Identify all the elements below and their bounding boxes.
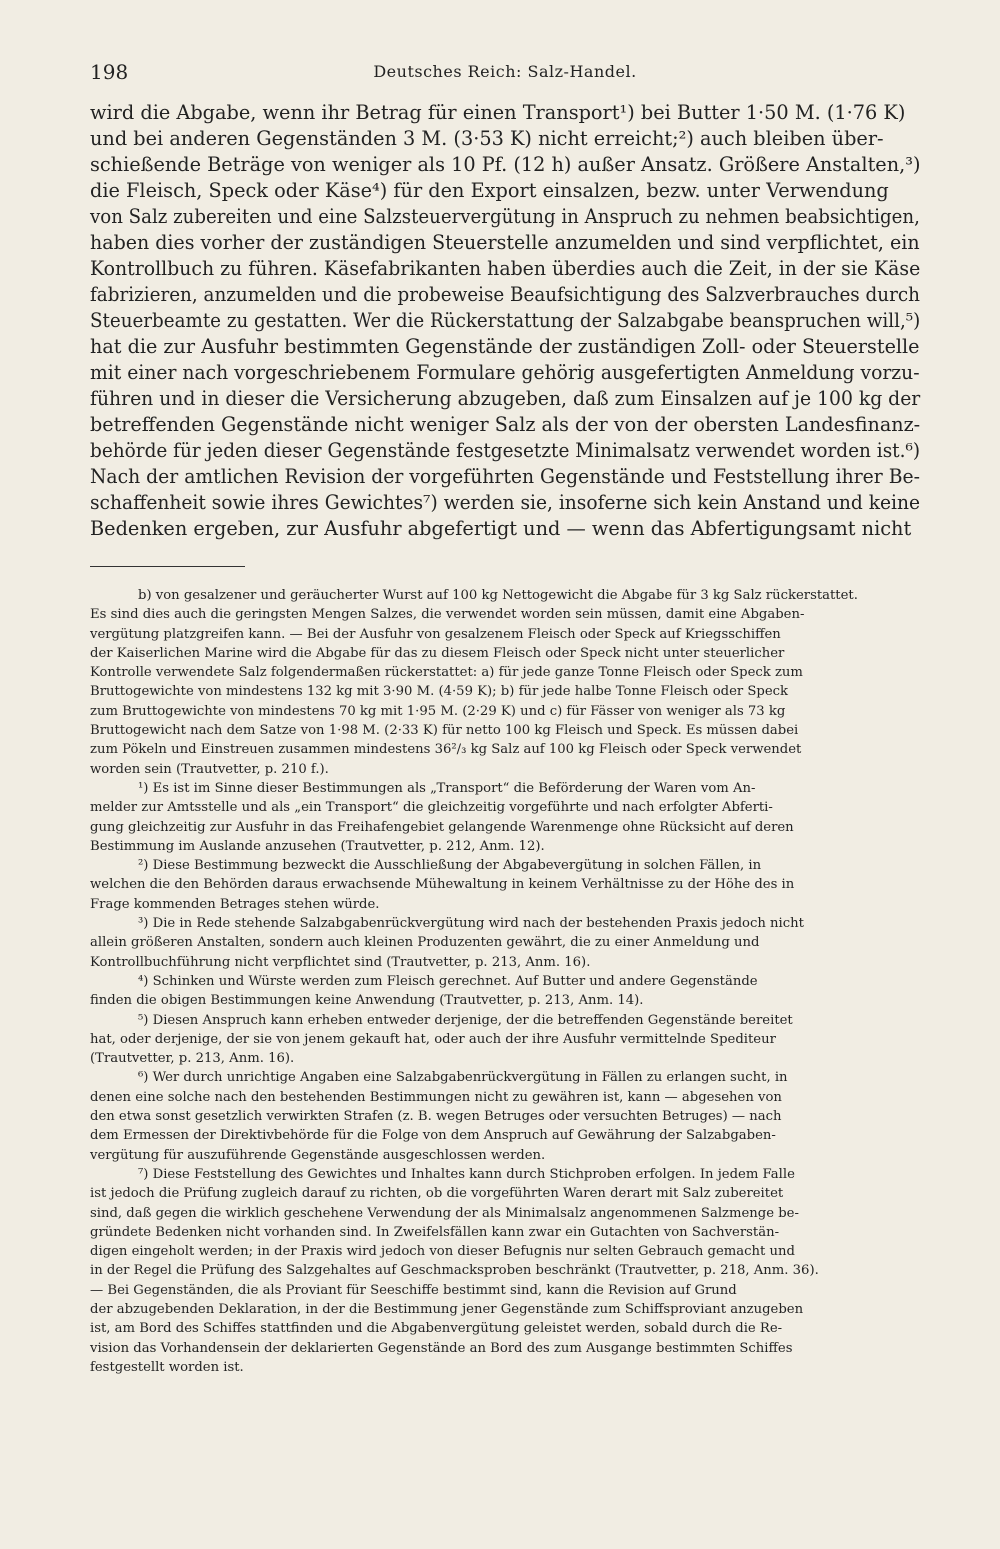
body-line: schießende Beträge von weniger als 10 Pf. (12 h) außer Ansatz. Größere Anstalten,³) <box>90 153 921 176</box>
footnote-line: melder zur Amtsstelle und als „ein Transport“ die gleichzeitig vorgeführte und nach erfolgter Abferti- <box>90 800 773 816</box>
body-line: schaffenheit sowie ihres Gewichtes⁷) werden sie, insoferne sich kein Anstand und keine <box>90 491 921 514</box>
body-line: betreffenden Gegenstände nicht weniger Salz als der von der obersten Landesfinanz- <box>90 413 921 436</box>
body-line: behörde für jeden dieser Gegenstände festgesetzte Minimalsatz verwendet worden ist.⁶) <box>90 439 921 462</box>
footnote-line: finden die obigen Bestimmungen keine Anwendung (Trautvetter, p. 213, Anm. 14). <box>90 993 644 1009</box>
body-line: hat die zur Ausfuhr bestimmten Gegenstände der zuständigen Zoll- oder Steuerstelle <box>90 335 920 358</box>
footnote-line: gründete Bedenken nicht vorhanden sind. In Zweifelsfällen kann zwar ein Gutachten von Sachverstän- <box>90 1224 780 1240</box>
footnote-line: denen eine solche nach den bestehenden Bestimmungen nicht zu gewähren ist, kann — abgesehen von <box>90 1089 782 1105</box>
body-line: von Salz zubereiten und eine Salzsteuervergütung in Anspruch zu nehmen beabsichtigen, <box>90 205 920 228</box>
footnote-line: ist jedoch die Prüfung zugleich darauf zu richten, ob die vorgeführten Waren derart mit Salz zubereitet <box>90 1186 784 1202</box>
footnote-line: gung gleichzeitig zur Ausfuhr in das Freihafengebiet gelangende Warenmenge ohne Rücksicht auf deren <box>90 819 794 835</box>
footnote-line: Kontrolle verwendete Salz folgendermaßen rückerstattet: a) für jede ganze Tonne Fleisch oder Speck zum <box>90 665 803 681</box>
footnote-line: Bruttogewichte von mindestens 132 kg mit 3·90 M. (4·59 K); b) für jede halbe Tonne Fleisch oder Speck <box>90 684 789 700</box>
footnote-rule <box>90 566 245 567</box>
body-line: die Fleisch, Speck oder Käse⁴) für den Export einsalzen, bezw. unter Verwendung <box>90 179 889 202</box>
footnote-line: der Kaiserlichen Marine wird die Abgabe für das zu diesem Fleisch oder Speck nicht unter steuerlicher <box>90 645 785 661</box>
footnote-line: Es sind dies auch die geringsten Mengen Salzes, die verwendet worden sein müssen, damit eine Abgaben- <box>90 607 805 623</box>
footnote-line: ¹) Es ist im Sinne dieser Bestimmungen als „Transport“ die Beförderung der Waren vom An- <box>138 780 756 796</box>
body-text <box>90 100 920 542</box>
body-line: und bei anderen Gegenständen 3 M. (3·53 K) nicht erreicht;²) auch bleiben über- <box>90 127 884 150</box>
footnote-line: hat, oder derjenige, der sie von jenem gekauft hat, oder auch der ihre Ausfuhr vermittelnde Spediteur <box>90 1031 776 1047</box>
footnote-line: — Bei Gegenständen, die als Proviant für Seeschiffe bestimmt sind, kann die Revision auf Grund <box>90 1282 737 1298</box>
body-line: Steuerbeamte zu gestatten. Wer die Rückerstattung der Salzabgabe beanspruchen will,⁵) <box>90 309 921 332</box>
footnote-line: welchen die den Behörden daraus erwachsende Mühewaltung in keinem Verhältnisse zu der Höhe des in <box>90 877 795 893</box>
footnote-line: allein größeren Anstalten, sondern auch kleinen Produzenten gewährt, die zu einer Anmeldung und <box>90 935 760 951</box>
footnote-line: ist, am Bord des Schiffes stattfinden und die Abgabenvergütung geleistet werden, sobald durch die Re- <box>90 1321 783 1337</box>
page-header <box>90 60 920 86</box>
footnote-line: der abzugebenden Deklaration, in der die Bestimmung jener Gegenstände zum Schiffsproviant anzugeben <box>90 1301 804 1317</box>
footnote-line: vision das Vorhandensein der deklarierten Gegenstände an Bord des zum Ausgange bestimmten Schiffes <box>90 1340 793 1356</box>
footnote-line: ⁵) Diesen Anspruch kann erheben entweder derjenige, der die betreffenden Gegenstände bereitet <box>138 1012 793 1028</box>
body-line: Kontrollbuch zu führen. Käsefabrikanten haben überdies auch die Zeit, in der sie Käse <box>90 257 921 280</box>
body-line: Nach der amtlichen Revision der vorgeführten Gegenstände und Feststellung ihrer Be- <box>90 465 920 488</box>
footnotes <box>90 586 920 1377</box>
footnote-line: ²) Diese Bestimmung bezweckt die Ausschließung der Abgabevergütung in solchen Fällen, in <box>138 858 762 874</box>
footnote-line: sind, daß gegen die wirklich geschehene Verwendung der als Minimalsalz angenommenen Salzmenge be- <box>90 1205 799 1221</box>
page-number: 198 <box>90 60 129 84</box>
footnote-line: vergütung platzgreifen kann. — Bei der Ausfuhr von gesalzenem Fleisch oder Speck auf Kriegsschiffen <box>90 626 781 642</box>
running-head: Deutsches Reich: Salz-Handel. <box>373 62 637 81</box>
body-line: haben dies vorher der zuständigen Steuerstelle anzumelden und sind verpflichtet, ein <box>90 231 920 254</box>
footnote-line: (Trautvetter, p. 213, Anm. 16). <box>90 1051 295 1067</box>
footnote-line: vergütung für auszuführende Gegenstände ausgeschlossen werden. <box>90 1147 546 1163</box>
footnote-line: Bruttogewicht nach dem Satze von 1·98 M. (2·33 K) für netto 100 kg Fleisch und Speck. Es müssen dabei <box>90 723 799 739</box>
footnote-line: Bestimmung im Auslande anzusehen (Trautvetter, p. 212, Anm. 12). <box>90 838 545 854</box>
footnote-line: zum Bruttogewichte von mindestens 70 kg mit 1·95 M. (2·29 K) und c) für Fässer von weniger als 73 kg <box>90 703 786 719</box>
body-line: fabrizieren, anzumelden und die probeweise Beaufsichtigung des Salzverbrauches durch <box>90 283 920 306</box>
footnote-line: zum Pökeln und Einstreuen zusammen mindestens 36²/₃ kg Salz auf 100 kg Fleisch oder Speck verwendet <box>90 742 802 758</box>
body-line: mit einer nach vorgeschriebenem Formulare gehörig ausgefertigten Anmeldung vorzu- <box>90 361 920 384</box>
footnote-line: b) von gesalzener und geräucherter Wurst auf 100 kg Nettogewicht die Abgabe für 3 kg Salz rückerstattet. <box>138 588 858 603</box>
body-line: wird die Abgabe, wenn ihr Betrag für einen Transport¹) bei Butter 1·50 M. (1·76 K) <box>90 101 906 124</box>
footnote-line: ⁶) Wer durch unrichtige Angaben eine Salzabgabenrückvergütung in Fällen zu erlangen sucht, in <box>138 1070 788 1086</box>
footnote-line: Frage kommenden Betrages stehen würde. <box>90 896 380 912</box>
footnote-line: festgestellt worden ist. <box>90 1359 244 1375</box>
footnote-line: dem Ermessen der Direktivbehörde für die Folge von dem Anspruch auf Gewährung der Salzabgaben- <box>90 1128 776 1144</box>
footnote-line: ³) Die in Rede stehende Salzabgabenrückvergütung wird nach der bestehenden Praxis jedoch nicht <box>138 916 804 932</box>
footnote-line: worden sein (Trautvetter, p. 210 f.). <box>90 761 329 777</box>
footnote-line: in der Regel die Prüfung des Salzgehaltes auf Geschmacksproben beschränkt (Trautvetter, p. 218, Anm. 36). <box>90 1263 819 1279</box>
body-line: führen und in dieser die Versicherung abzugeben, daß zum Einsalzen auf je 100 kg der <box>90 387 921 410</box>
footnote-line: ⁷) Diese Feststellung des Gewichtes und Inhaltes kann durch Stichproben erfolgen. In jedem Falle <box>138 1166 795 1182</box>
footnote-line: den etwa sonst gesetzlich verwirkten Strafen (z. B. wegen Betruges oder versuchten Betruges) — nach <box>90 1109 782 1125</box>
body-line: Bedenken ergeben, zur Ausfuhr abgefertigt und — wenn das Abfertigungsamt nicht <box>90 517 912 540</box>
footnote-line: digen eingeholt werden; in der Praxis wird jedoch von dieser Befugnis nur selten Gebrauch gemacht und <box>90 1244 795 1260</box>
footnote-line: Kontrollbuchführung nicht verpflichtet sind (Trautvetter, p. 213, Anm. 16). <box>90 954 591 970</box>
footnote-line: ⁴) Schinken und Würste werden zum Fleisch gerechnet. Auf Butter und andere Gegenstände <box>138 973 758 989</box>
